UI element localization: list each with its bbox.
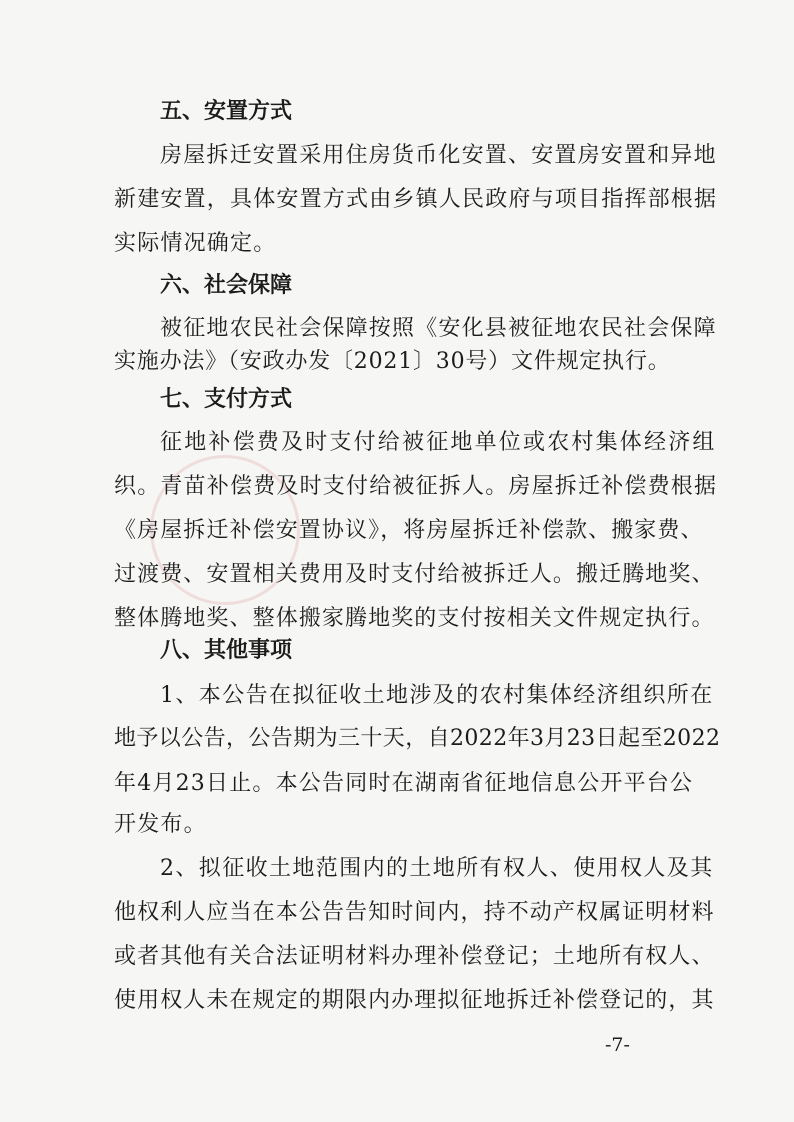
paragraph-line: 地予以公告，公告期为三十天，自2022年3月23日起至2022 xyxy=(114,726,721,751)
page-number: -7- xyxy=(605,1034,630,1056)
paragraph-line: 整体腾地奖、整体搬家腾地奖的支付按相关文件规定执行。 xyxy=(114,606,715,631)
section-5-heading: 五、安置方式 xyxy=(160,99,293,124)
paragraph-line: 2、拟征收土地范围内的土地所有权人、使用权人及其 xyxy=(160,856,714,881)
paragraph-line: 1、本公告在拟征收土地涉及的农村集体经济组织所在 xyxy=(160,683,714,708)
paragraph-line: 实际情况确定。 xyxy=(114,231,277,256)
paragraph-line: 实施办法》（安政办发〔2021〕30号）文件规定执行。 xyxy=(114,349,671,374)
paragraph-line: 房屋拆迁安置采用住房货币化安置、安置房安置和异地 xyxy=(160,143,717,168)
section-7-heading: 七、支付方式 xyxy=(160,387,293,412)
paragraph-line: 《房屋拆迁补偿安置协议》，将房屋拆迁补偿款、搬家费、 xyxy=(114,518,704,543)
section-6-heading: 六、社会保障 xyxy=(160,273,293,298)
paragraph-line: 他权利人应当在本公告告知时间内，持不动产权属证明材料 xyxy=(114,900,715,925)
paragraph-line: 过渡费、安置相关费用及时支付给被拆迁人。搬迁腾地奖、 xyxy=(114,562,715,587)
section-8-heading: 八、其他事项 xyxy=(160,638,293,663)
paragraph-line: 织。青苗补偿费及时支付给被征拆人。房屋拆迁补偿费根据 xyxy=(114,474,718,499)
paragraph-line: 被征地农民社会保障按照《安化县被征地农民社会保障 xyxy=(160,316,717,341)
paragraph-line: 开发布。 xyxy=(114,812,207,837)
paragraph-line: 新建安置，具体安置方式由乡镇人民政府与项目指挥部根据 xyxy=(114,187,718,212)
paragraph-line: 征地补偿费及时支付给被征地单位或农村集体经济组 xyxy=(160,430,717,455)
paragraph-line: 或者其他有关合法证明材料办理补偿登记；土地所有权人、 xyxy=(114,944,715,969)
paragraph-line: 使用权人未在规定的期限内办理拟征地拆迁补偿登记的，其 xyxy=(114,988,715,1013)
paragraph-line: 年4月23日止。本公告同时在湖南省征地信息公开平台公 xyxy=(114,771,694,796)
